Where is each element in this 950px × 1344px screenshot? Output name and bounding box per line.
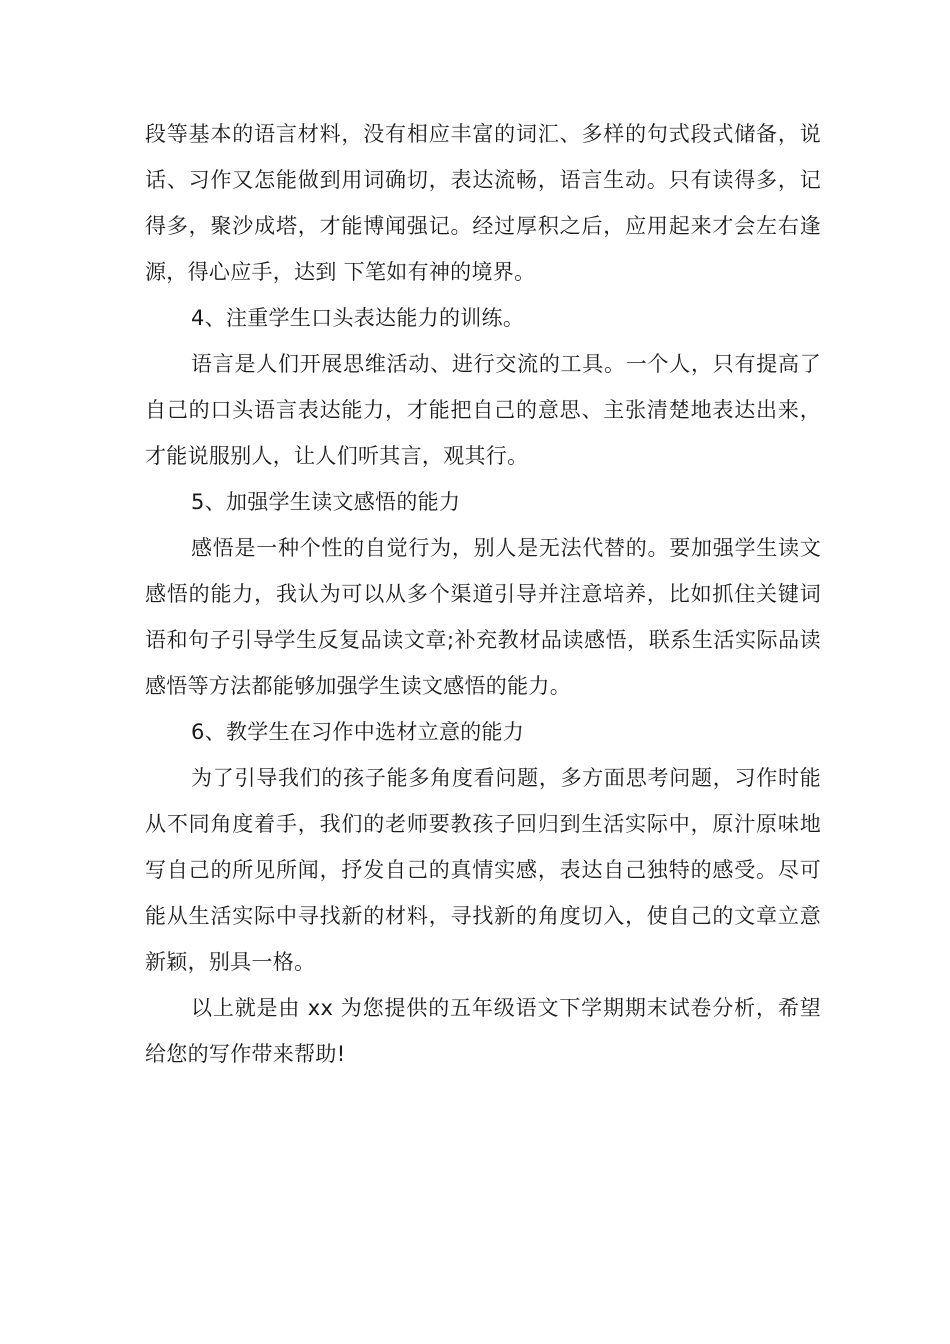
- paragraph-reading-comprehension: 感悟是一种个性的自觉行为，别人是无法代替的。要加强学生读文感悟的能力，我认为可以从多个渠道引导并注意培养，比如抓住关键词语和句子引导学生反复品读文章;补充教材品读感悟，联系生活实际品读感悟等方法都能够加强学生读文感悟的能力。: [145, 536, 821, 698]
- document-body: [145, 111, 821, 1077]
- paragraph-writing-topic: 为了引导我们的孩子能多角度看问题，多方面思考问题，习作时能从不同角度着手，我们的老师要教孩子回归到生活实际中，原汁原味地写自己的所见所闻，抒发自己的真情实感，表达自己独特的感受。尽可能从生活实际中寻找新的材料，寻找新的角度切入，使自己的文章立意新颖，别具一格。: [145, 766, 821, 974]
- heading-point-5: 5、加强学生读文感悟的能力: [191, 490, 461, 514]
- paragraph-continuation: 段等基本的语言材料，没有相应丰富的词汇、多样的句式段式储备，说话、习作又怎能做到用词确切，表达流畅，语言生动。只有读得多，记得多，聚沙成塔，才能博闻强记。经过厚积之后，应用起来才会左右逢源，得心应手，达到 下笔如有神的境界。: [145, 122, 821, 284]
- heading-point-4: 4、注重学生口头表达能力的训练。: [191, 306, 525, 330]
- paragraph-closing: 以上就是由 xx 为您提供的五年级语文下学期期末试卷分析，希望给您的写作带来帮助!: [145, 996, 821, 1066]
- paragraph-oral-expression: 语言是人们开展思维活动、进行交流的工具。一个人，只有提高了自己的口头语言表达能力，才能把自己的意思、主张清楚地表达出来，才能说服别人，让人们听其言，观其行。: [145, 352, 821, 468]
- heading-point-6: 6、教学生在习作中选材立意的能力: [191, 720, 525, 744]
